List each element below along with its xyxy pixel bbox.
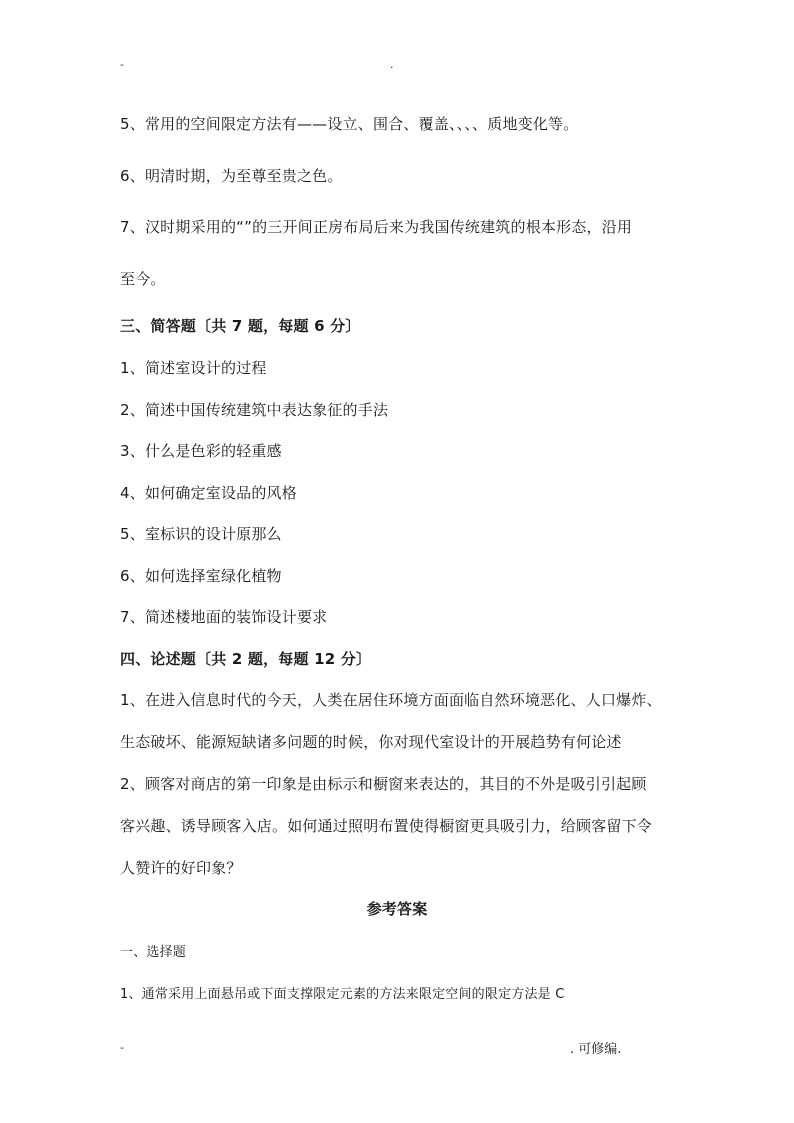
short-answer-item: 4、如何确定室设品的风格 [120, 484, 297, 502]
answers-section-heading: 一、选择题 [120, 945, 187, 960]
short-answer-item: 7、简述楼地面的装饰设计要求 [120, 608, 328, 626]
short-answer-item: 3、什么是色彩的轻重感 [120, 442, 282, 460]
essay-question-2-line-2: 客兴趣、诱导顾客入店。如何通过照明布置使得橱窗更具吸引力，给顾客留下令 [120, 817, 653, 835]
fill-in-question-7-line-2: 至今。 [120, 270, 166, 288]
short-answer-item: 6、如何选择室绿化植物 [120, 567, 282, 585]
answer-item: 1、通常采用上面悬吊或下面支撑限定元素的方法来限定空间的限定方法是 C [120, 987, 565, 1002]
essay-question-2-line-3: 人赞许的好印象？ [120, 859, 242, 877]
footer-dash: - [120, 1041, 124, 1054]
essay-heading: 四、论述题〔共 2 题，每题 12 分〕 [120, 650, 372, 668]
short-answer-item: 5、室标识的设计原那么 [120, 525, 282, 543]
short-answer-item: 1、简述室设计的过程 [120, 359, 267, 377]
answers-title: 参考答案 [366, 900, 428, 918]
header-dot: . [390, 58, 394, 71]
header-dash: - [120, 58, 124, 71]
essay-question-2-line-1: 2、顾客对商店的第一印象是由标示和橱窗来表达的，其目的不外是吸引引起顾 [120, 775, 647, 793]
essay-question-1-line-1: 1、在进入信息时代的今天，人类在居住环境方面面临自然环境恶化、人口爆炸、 [120, 691, 662, 709]
fill-in-question-6: 6、明清时期，为至尊至贵之色。 [120, 167, 343, 185]
footer-text: . 可修编. [570, 1042, 622, 1057]
fill-in-question-7-line-1: 7、汉时期采用的“”的三开间正房布局后来为我国传统建筑的根本形态，沿用 [120, 218, 633, 236]
short-answer-item: 2、简述中国传统建筑中表达象征的手法 [120, 401, 389, 419]
essay-question-1-line-2: 生态破坏、能源短缺诸多问题的时候，你对现代室设计的开展趋势有何论述 [120, 733, 622, 751]
fill-in-question-5: 5、常用的空间限定方法有——设立、围合、覆盖、、、、质地变化等。 [120, 115, 579, 133]
short-answer-heading: 三、简答题〔共 7 题，每题 6 分〕 [120, 317, 361, 335]
